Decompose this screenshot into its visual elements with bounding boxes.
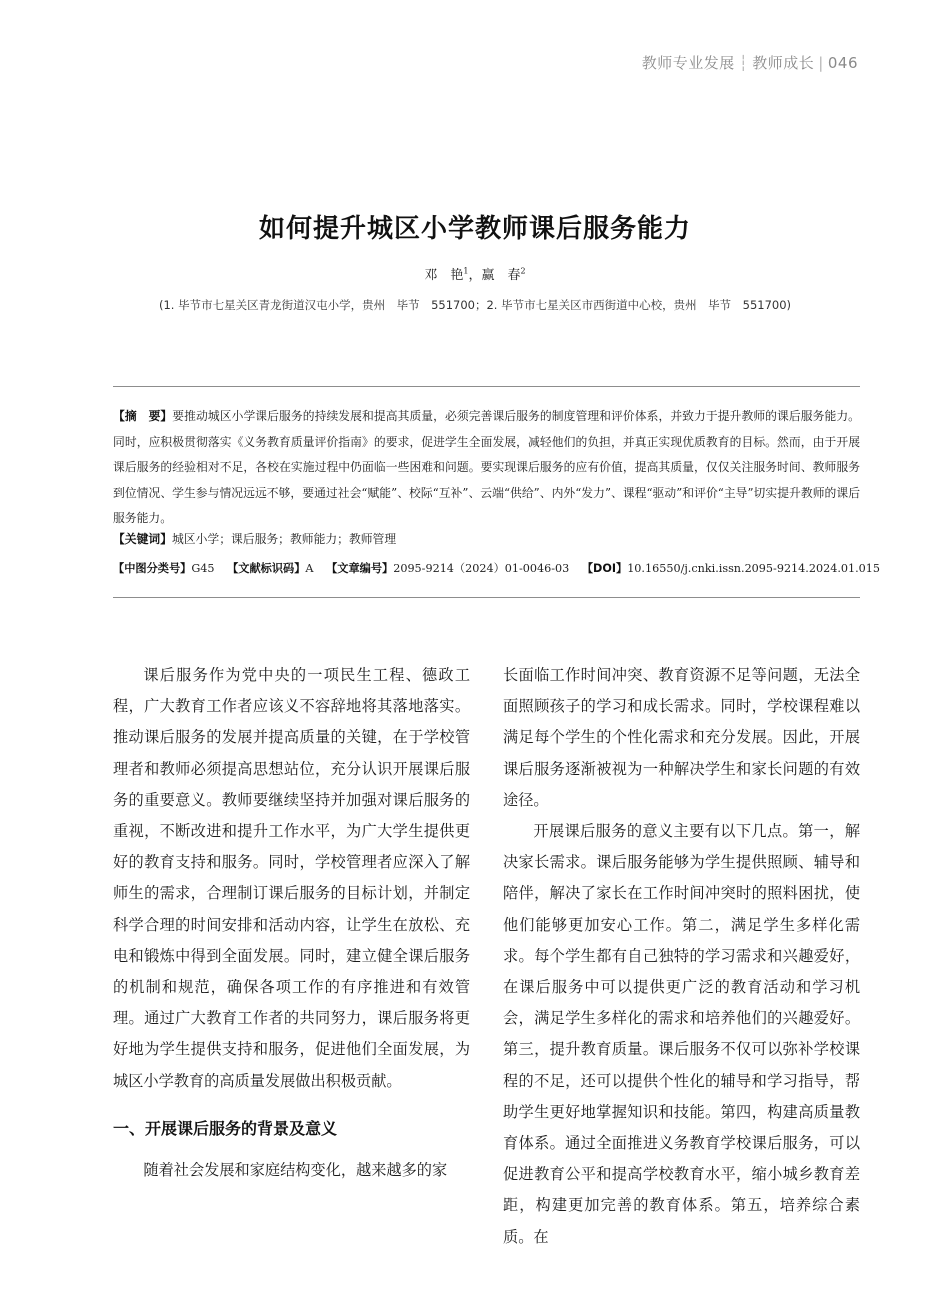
doi-label: 【DOI】 (581, 562, 628, 575)
header-section: 教师专业发展 (641, 54, 735, 72)
page-number: 046 (827, 54, 858, 72)
header-divider: ┆ (738, 54, 749, 72)
body-column-right (503, 660, 860, 1253)
doc-code-label: 【文献标识码】 (227, 562, 306, 575)
section1-paragraph-start: 随着社会发展和家庭结构变化，越来越多的家 (143, 1160, 448, 1179)
keywords-text: 城区小学；课后服务；教师能力；教师管理 (172, 532, 397, 546)
author-affil-mark: 1 (463, 266, 469, 276)
clc-item (113, 562, 215, 575)
abstract (113, 404, 860, 532)
abstract-bottom-rule (113, 597, 860, 598)
article-title: 如何提升城区小学教师课后服务能力 (258, 214, 691, 244)
abstract-label: 【摘 要】 (113, 409, 173, 423)
header-subsection: 教师成长 (752, 54, 815, 72)
section1-paragraph-2: 开展课后服务的意义主要有以下几点。第一，解决家长需求。课后服务能够为学生提供照顾、辅导和陪伴，解决了家长在工作时间冲突时的照料困扰，使他们能够更加安心工作。第二，满足学生多样化需求。每个学生都有自己独特的学习需求和兴趣爱好，在课后服务中可以提供更广泛的教育活动和学习机会，满足学生多样化的需求和培养他们的兴趣爱好。第三，提升教育质量。课后服务不仅可以弥补学校课程的不足，还可以提供个性化的辅导和学习指导，帮助学生更好地掌握知识和技能。第四，构建高质量教育体系。通过全面推进义务教育学校课后服务，可以促进教育公平和提高学校教育水平，缩小城乡教育差距，构建更加完善的教育体系。第五，培养综合素质。在 (503, 822, 860, 1246)
clc-label: 【中图分类号】 (113, 562, 192, 575)
affiliation: (1. 毕节市七星关区青龙街道汉屯小学，贵州 毕节 551700；2. 毕节市七星关区市西街道中心校，贵州 毕节 551700) (158, 298, 792, 312)
section1-paragraph-continued: 长面临工作时间冲突、教育资源不足等问题，无法全面照顾孩子的学习和成长需求。同时，学校课程难以满足每个学生的个性化需求和充分发展。因此，开展课后服务逐渐被视为一种解决学生和家长问题的有效途径。 (503, 666, 860, 809)
doi-item (582, 562, 880, 575)
clc-value: G45 (191, 562, 215, 575)
intro-paragraph: 课后服务作为党中央的一项民生工程、德政工程，广大教育工作者应该义不容辞地将其落地落实。推动课后服务的发展并提高质量的关键，在于学校管理者和教师必须提高思想站位，充分认识开展课后服务的重要意义。教师要继续坚持并加强对课后服务的重视，不断改进和提升工作水平，为广大学生提供更好的教育支持和服务。同时，学校管理者应深入了解师生的需求，合理制订课后服务的目标计划，并制定科学合理的时间安排和活动内容，让学生在放松、充电和锻炼中得到全面发展。同时，建立健全课后服务的机制和规范，确保各项工作的有序推进和有效管理。通过广大教育工作者的共同努力，课后服务将更好地为学生提供支持和服务，促进他们全面发展，为城区小学教育的高质量发展做出积极贡献。 (113, 666, 470, 1090)
article-number-item (326, 562, 569, 575)
running-header (642, 52, 858, 73)
section-heading: 一、开展课后服务的背景及意义 (113, 1118, 338, 1138)
body-column-left (113, 660, 470, 1186)
abstract-top-rule (113, 386, 860, 387)
article-number-value: 2095-9214（2024）01-0046-03 (393, 562, 570, 575)
author-separator: ， (468, 268, 482, 283)
author-name: 赢 春 (481, 268, 521, 283)
author-line (0, 264, 950, 283)
keywords (113, 530, 860, 547)
article-number-label: 【文章编号】 (326, 562, 394, 575)
doi-value: 10.16550/j.cnki.issn.2095-9214.2024.01.015 (627, 562, 881, 575)
doc-code-value: A (305, 562, 314, 575)
author-affil-mark: 2 (520, 266, 526, 276)
abstract-text: 要推动城区小学课后服务的持续发展和提高其质量，必须完善课后服务的制度管理和评价体系，并致力于提升教师的课后服务能力。同时，应积极贯彻落实《义务教育质量评价指南》的要求，促进学生全面发展，减轻他们的负担，并真正实现优质教育的目标。然而，由于开展课后服务的经验相对不足，各校在实施过程中仍面临一些困难和问题。要实现课后服务的应有价值，提高其质量，仅仅关注服务时间、教师服务到位情况、学生参与情况远远不够，要通过社会“赋能”、校际“互补”、云端“供给”、内外“发力”、课程“驱动”和评价“主导”切实提升教师的课后服务能力。 (113, 409, 860, 525)
keywords-label: 【关键词】 (113, 532, 172, 546)
doc-code-item (227, 562, 313, 575)
header-divider: | (818, 54, 824, 72)
author-name: 邓 艳 (424, 268, 464, 283)
article-metadata (113, 560, 881, 576)
